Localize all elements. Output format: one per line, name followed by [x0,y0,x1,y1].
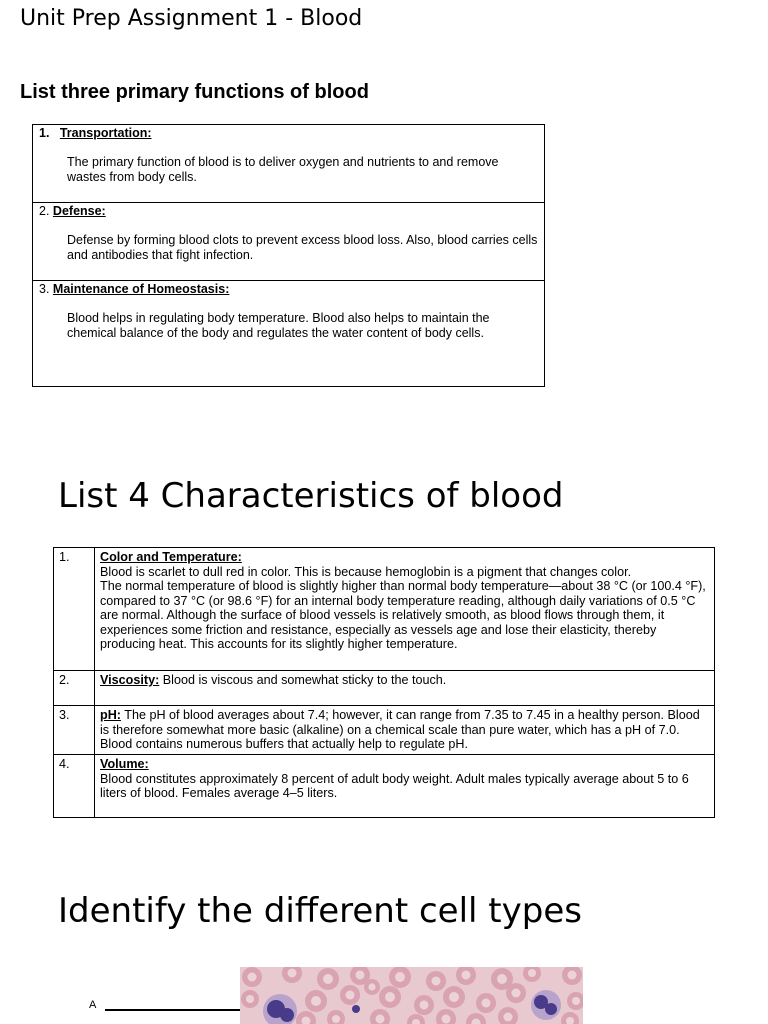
characteristic-text: The pH of blood averages about 7.4; however, it can range from 7.35 to 7.45 in a healthy person. Blood is therefore somewhat more basic (alkaline) on a chemical scale than pure water, which has a pH of 7.0. Blood contains numerous buffers that actually help to regulate pH. [100,708,700,751]
function-text: Blood helps in regulating body temperature. Blood also helps to maintain the chemical balance of the body and regulates the water content of body cells. [67,311,490,340]
characteristic-name: pH: [100,708,121,722]
function-heading [39,204,538,218]
characteristic-cell [95,548,715,671]
neutrophil-nucleus [280,1008,294,1022]
characteristics-heading: List 4 Characteristics of blood [58,476,564,516]
characteristic-cell [95,671,715,706]
function-number: 1. [39,126,50,140]
characteristic-row [54,706,715,755]
characteristic-text: Blood constitutes approximately 8 percent of adult body weight. Adult males typically average about 5 to 6 liters of blood. Females average 4–5 liters. [100,771,689,800]
characteristic-cell [95,706,715,755]
function-name: Defense: [52,204,106,218]
function-row [33,203,545,281]
characteristic-text: The normal temperature of blood is slightly higher than normal body temperature—about 38 °C (or 100.4 °F), compared to 37 °C (or 98.6 °F) for an internal body temperature reading, although daily variations of 0.5 °C are normal. Although the surface of blood vessels is relatively smooth, as blood flows through them, it experiences some friction and resistance, especially as vessels age and lose their elasticity, thereby producing heat. This accounts for its slightly higher temperature. [100,579,706,651]
red-blood-cell-center [482,999,491,1008]
functions-table [32,124,545,387]
blood-smear-svg [240,967,583,1024]
red-blood-cell-center [528,969,536,977]
red-blood-cell-center [395,972,405,982]
function-row [33,281,545,387]
function-name: Transportation: [59,126,152,140]
red-blood-cell-center [385,992,395,1002]
characteristic-number: 4. [54,755,95,818]
function-cell [33,203,545,281]
red-blood-cell-center [572,997,580,1005]
characteristic-row [54,671,715,706]
characteristic-text: Blood is scarlet to dull red in color. This is because hemoglobin is a pigment that changes color. [100,564,632,579]
characteristic-name: Viscosity: [100,673,160,687]
red-blood-cell-center [332,1015,340,1023]
page-title: Unit Prep Assignment 1 - Blood [20,6,363,31]
red-blood-cell-center [497,974,507,984]
red-blood-cell-center [288,969,297,978]
function-number: 3. [39,282,50,296]
characteristic-number: 1. [54,548,95,671]
characteristic-text: Blood is viscous and somewhat sticky to the touch. [159,673,447,687]
red-blood-cell-center [248,973,257,982]
red-blood-cell-center [512,989,521,998]
pointer-target-dot [352,1005,360,1013]
function-cell [33,281,545,387]
red-blood-cell-center [449,992,459,1002]
red-blood-cell-center [376,1015,385,1024]
cell-label-a: A [89,999,97,1011]
red-blood-cell-center [246,995,254,1003]
red-blood-cell-center [346,991,355,1000]
red-blood-cell-center [311,996,321,1006]
blood-smear-image [240,967,583,1024]
characteristic-name: Volume: [100,757,149,771]
characteristic-cell [95,755,715,818]
red-blood-cell-center [323,974,333,984]
function-number: 2. [39,204,50,218]
functions-heading: List three primary functions of blood [20,81,369,103]
characteristics-table [53,547,715,818]
red-blood-cell-center [462,971,471,980]
cells-heading: Identify the different cell types [58,891,582,931]
function-name: Maintenance of Homeostasis: [52,282,230,296]
red-blood-cell-center [442,1015,451,1024]
red-blood-cell-center [356,971,365,980]
function-heading [39,282,538,296]
characteristic-row [54,548,715,671]
granulocyte-nucleus [545,1003,557,1015]
function-text: Defense by forming blood clots to prevent excess blood loss. Also, blood carries cells and antibodies that fight infection. [67,233,538,262]
red-blood-cell-center [432,977,441,986]
characteristic-name: Color and Temperature: [100,550,242,564]
function-text: The primary function of blood is to deliver oxygen and nutrients to and remove wastes from body cells. [67,155,499,184]
red-blood-cell-center [504,1013,513,1022]
function-cell [33,125,545,203]
characteristic-number: 3. [54,706,95,755]
function-heading [39,126,538,140]
characteristic-row [54,755,715,818]
characteristic-number: 2. [54,671,95,706]
red-blood-cell-center [420,1001,429,1010]
red-blood-cell-center [568,971,577,980]
function-row [33,125,545,203]
red-blood-cell-center [368,983,375,990]
